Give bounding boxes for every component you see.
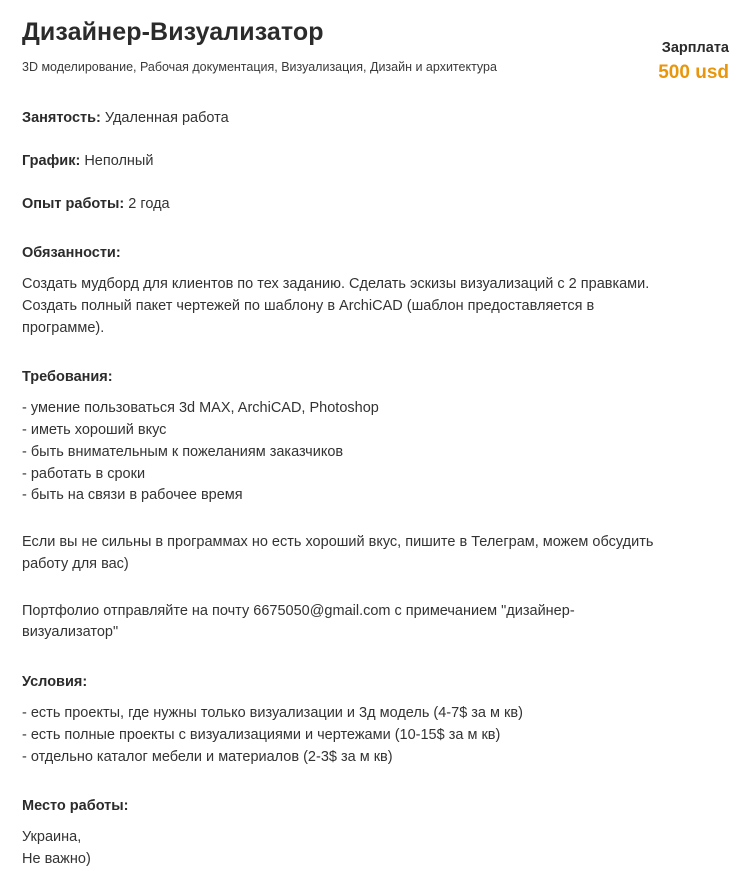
requirements-heading: Требования: (22, 369, 113, 386)
list-item: - отдельно каталог мебели и материалов (2-3$ за м кв) (22, 748, 393, 765)
list-item: - есть полные проекты с визуализациями и чертежами (10-15$ за м кв) (22, 726, 501, 743)
field-employment-label: Занятость: (22, 109, 101, 126)
list-item: - иметь хороший вкус (22, 422, 167, 439)
field-schedule (22, 151, 731, 172)
location-line: Украина, (22, 829, 82, 846)
location-line: Не важно) (22, 851, 91, 868)
list-item: - есть проекты, где нужны только визуализации и 3д модель (4-7$ за м кв) (22, 705, 523, 722)
conditions-list (22, 703, 731, 768)
duties-heading: Обязанности: (22, 244, 121, 261)
header-text-block (22, 18, 658, 75)
list-item: - умение пользоваться 3d MAX, ArchiCAD, Photoshop (22, 400, 379, 417)
telegram-note: Если вы не сильны в программах но есть хороший вкус, пишите в Телеграм, можем обсудить работу для вас) (22, 534, 654, 572)
location-list (22, 827, 731, 871)
list-item: - работать в сроки (22, 465, 146, 482)
field-experience (22, 194, 731, 215)
page-title: Дизайнер-Визуализатор (22, 18, 324, 46)
field-experience-value: 2 года (128, 195, 170, 212)
location-heading: Место работы: (22, 798, 129, 815)
field-experience-label: Опыт работы: (22, 195, 125, 212)
field-schedule-label: График: (22, 152, 81, 169)
conditions-heading: Условия: (22, 674, 88, 691)
header (22, 18, 731, 86)
field-employment-value: Удаленная работа (104, 109, 229, 126)
duties-text: Создать мудборд для клиентов по тех заданию. Сделать эскизы визуализаций с 2 правками. Создать полный пакет чертежей по шаблону в ArchiCAD (шаблон предоставляется в программе). (22, 276, 650, 336)
job-subtitle: 3D моделирование, Рабочая документация, Визуализация, Дизайн и архитектура (22, 59, 497, 74)
list-item: - быть внимательным к пожеланиям заказчиков (22, 443, 344, 460)
list-item: - быть на связи в рабочее время (22, 487, 243, 504)
salary-value: 500 usd (658, 62, 729, 84)
salary-label: Зарплата (661, 40, 729, 56)
field-schedule-value: Неполный (84, 152, 154, 169)
field-employment (22, 108, 731, 129)
portfolio-note: Портфолио отправляйте на почту 6675050@gmail.com с примечанием "дизайнер-визуализатор" (22, 602, 575, 641)
salary-block (658, 18, 731, 86)
requirements-list (22, 398, 731, 507)
